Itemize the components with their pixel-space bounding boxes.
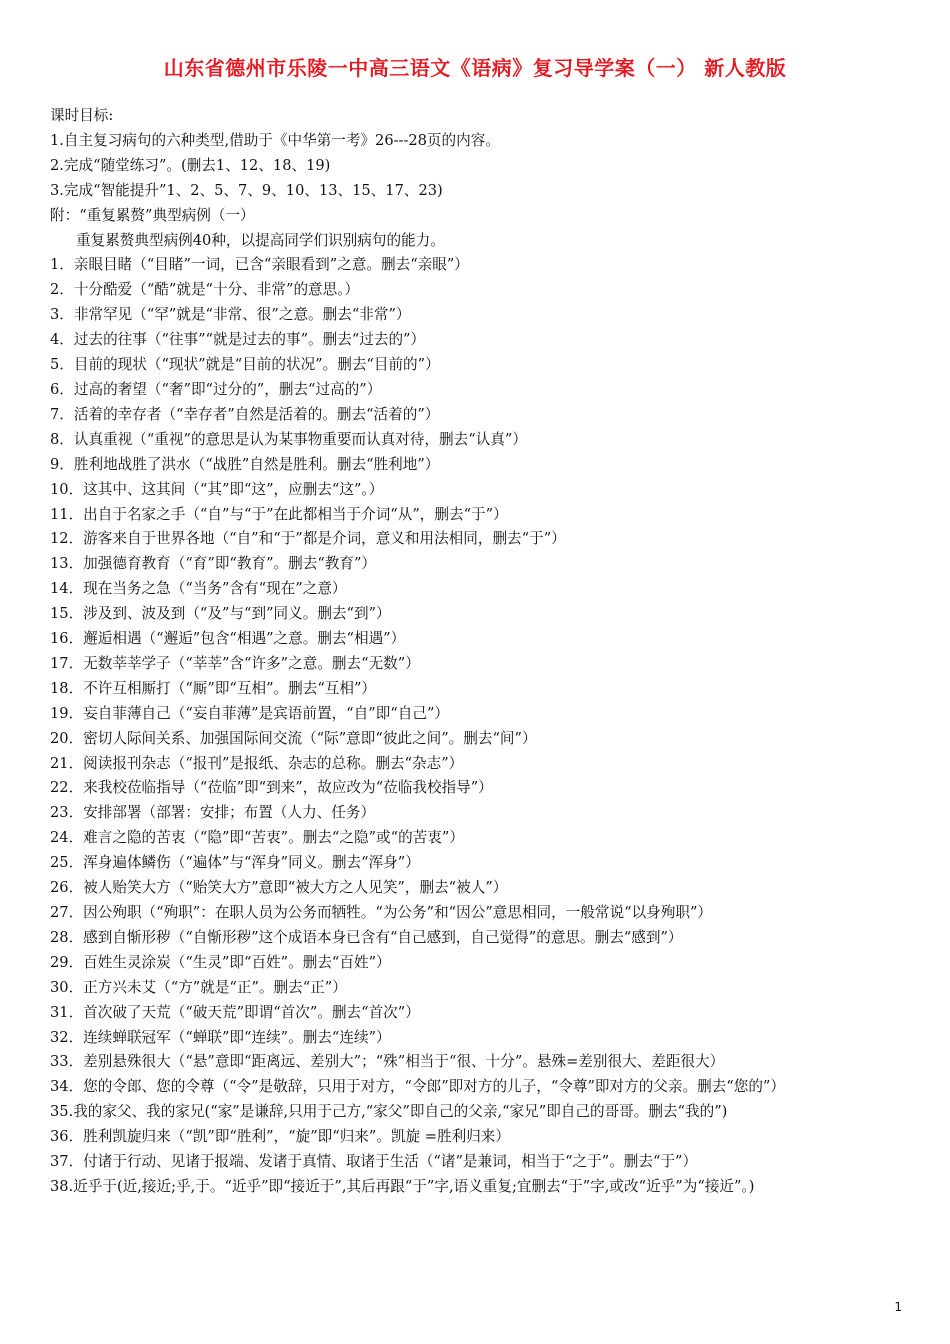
goal-item: 3.完成“智能提升”1、2、5、7、9、10、13、15、17、23) [50,181,443,199]
list-item: 19．妄自菲薄自己（“妄自菲薄”是宾语前置，“自”即“自己”） [50,704,449,722]
list-item: 24．难言之隐的苦衷（“隐”即“苦衷”。删去“之隐”或“的苦衷”） [50,829,464,847]
list-item: 26．被人贻笑大方（“贻笑大方”意即“被大方之人见笑”，删去“被人”） [50,879,508,897]
list-item: 21．阅读报刊杂志（“报刊”是报纸、杂志的总称。删去“杂志”） [50,754,464,772]
list-item: 18．不许互相厮打（“厮”即“互相”。删去“互相”） [50,679,377,697]
list-item: 20．密切人际间关系、加强国际间交流（“际”意即“彼此之间”。删去“间”） [50,729,537,747]
list-item: 22．来我校莅临指导（“莅临”即“到来”，故应改为“莅临我校指导”） [50,779,493,797]
document-body [50,104,905,1200]
list-item: 9．胜利地战胜了洪水（“战胜”自然是胜利。删去“胜利地”） [50,455,440,473]
list-item: 25．浑身遍体鳞伤（“遍体”与“浑身”同义。删去“浑身”） [50,854,420,872]
goals-heading: 课时目标: [50,107,114,124]
list-item: 27．因公殉职（“殉职”：在职人员为公务而牺牲。“为公务”和“因公”意思相同，一般常说“以身殉职”） [50,904,713,921]
list-item: 2．十分酷爱（“酷”就是“十分、非常”的意思。） [50,281,360,299]
list-item: 33．差别悬殊很大（“悬”意即“距离远、差别大”；“殊”相当于“很、十分”。悬殊=差别很大、差距很大） [50,1053,725,1071]
list-item: 13．加强德育教育（“育”即“教育”。删去“教育”） [50,555,377,573]
list-item: 35.我的家父、我的家兄(“家”是谦辞,只用于己方,“家父”即自己的父亲,“家兄”即自己的哥哥。删去“我的”) [50,1103,728,1121]
page-number: 1 [894,1300,902,1314]
appendix-heading: 附：“重复累赘”典型病例（一） [50,206,255,224]
page-title: 山东省德州市乐陵一中高三语文《语病》复习导学案（一） 新人教版 [163,56,787,80]
goal-item: 2.完成“随堂练习”。(删去1、12、18、19) [50,156,331,174]
list-item: 28．感到自惭形秽（“自惭形秽”这个成语本身已含有“自己感到，自己觉得”的意思。删去“感到”） [50,928,683,946]
list-item: 10．这其中、这其间（“其”即“这”，应删去“这”。） [50,480,384,498]
intro-text: 重复累赘典型病例40种，以提高同学们识别病句的能力。 [76,231,445,249]
list-item: 36．胜利凯旋归来（“凯”即“胜利”，“旋”即“归来”。凯旋 =胜利归来） [50,1128,510,1146]
list-item: 4．过去的往事（“往事”“就是过去的事”。删去“过去的”） [50,331,426,349]
list-item: 14．现在当务之急（“当务”含有“现在”之意） [50,580,347,598]
list-item: 16．邂逅相遇（“邂逅”包含“相遇”之意。删去“相遇”） [50,630,406,648]
list-item: 17．无数莘莘学子（“莘莘”含“许多”之意。删去“无数”） [50,654,420,672]
list-item: 3．非常罕见（“罕”就是“非常、很”之意。删去“非常”） [50,306,411,324]
list-item: 5．目前的现状（“现状”就是“目前的状况”。删去“目前的”） [50,356,440,374]
list-item: 6．过高的奢望（“奢”即“过分的”，删去“过高的”） [50,380,382,398]
list-item: 31．首次破了天荒（“破天荒”即谓“首次”。删去“首次”） [50,1003,420,1021]
goal-item: 1.自主复习病句的六种类型,借助于《中华第一考》26---28页的内容。 [50,131,500,149]
list-item: 1．亲眼目睹（“目睹”一词，已含“亲眼看到”之意。删去“亲眼”） [50,256,469,274]
list-item: 12．游客来自于世界各地（“自”和“于”都是介词，意义和用法相同，删去“于”） [50,530,566,548]
list-item: 34．您的令郎、您的令尊（“令”是敬辞，只用于对方，“令郎”即对方的儿子，“令尊”即对方的父亲。删去“您的”） [50,1078,785,1096]
list-item: 11．出自于名家之手（“自”与“于”在此都相当于介词“从”，删去“于”） [50,505,508,523]
list-item: 15．涉及到、波及到（“及”与“到”同义。删去“到”） [50,605,391,623]
list-item: 8．认真重视（“重视”的意思是认为某事物重要而认真对待，删去“认真”） [50,430,527,448]
list-item: 29．百姓生灵涂炭（“生灵”即“百姓”。删去“百姓”） [50,953,391,971]
list-item: 32．连续蝉联冠军（“蝉联”即“连续”。删去“连续”） [50,1028,391,1046]
list-item: 23．安排部署（部署：安排；布置（人力、任务） [50,804,376,822]
list-item: 37．付诸于行动、见诸于报端、发诸于真情、取诸于生活（“诸”是兼词，相当于“之于”。删去“于”） [50,1153,698,1171]
list-item: 7．活着的幸存者（“幸存者”自然是活着的。删去“活着的”） [50,405,440,423]
list-item: 30．正方兴未艾（“方”就是“正”。删去“正”） [50,978,347,996]
list-item: 38.近乎于(近,接近;乎,于。“近乎”即“接近于”,其后再跟“于”字,语义重复;宜删去“于”字,或改“近乎”为“接近”。) [50,1177,755,1195]
